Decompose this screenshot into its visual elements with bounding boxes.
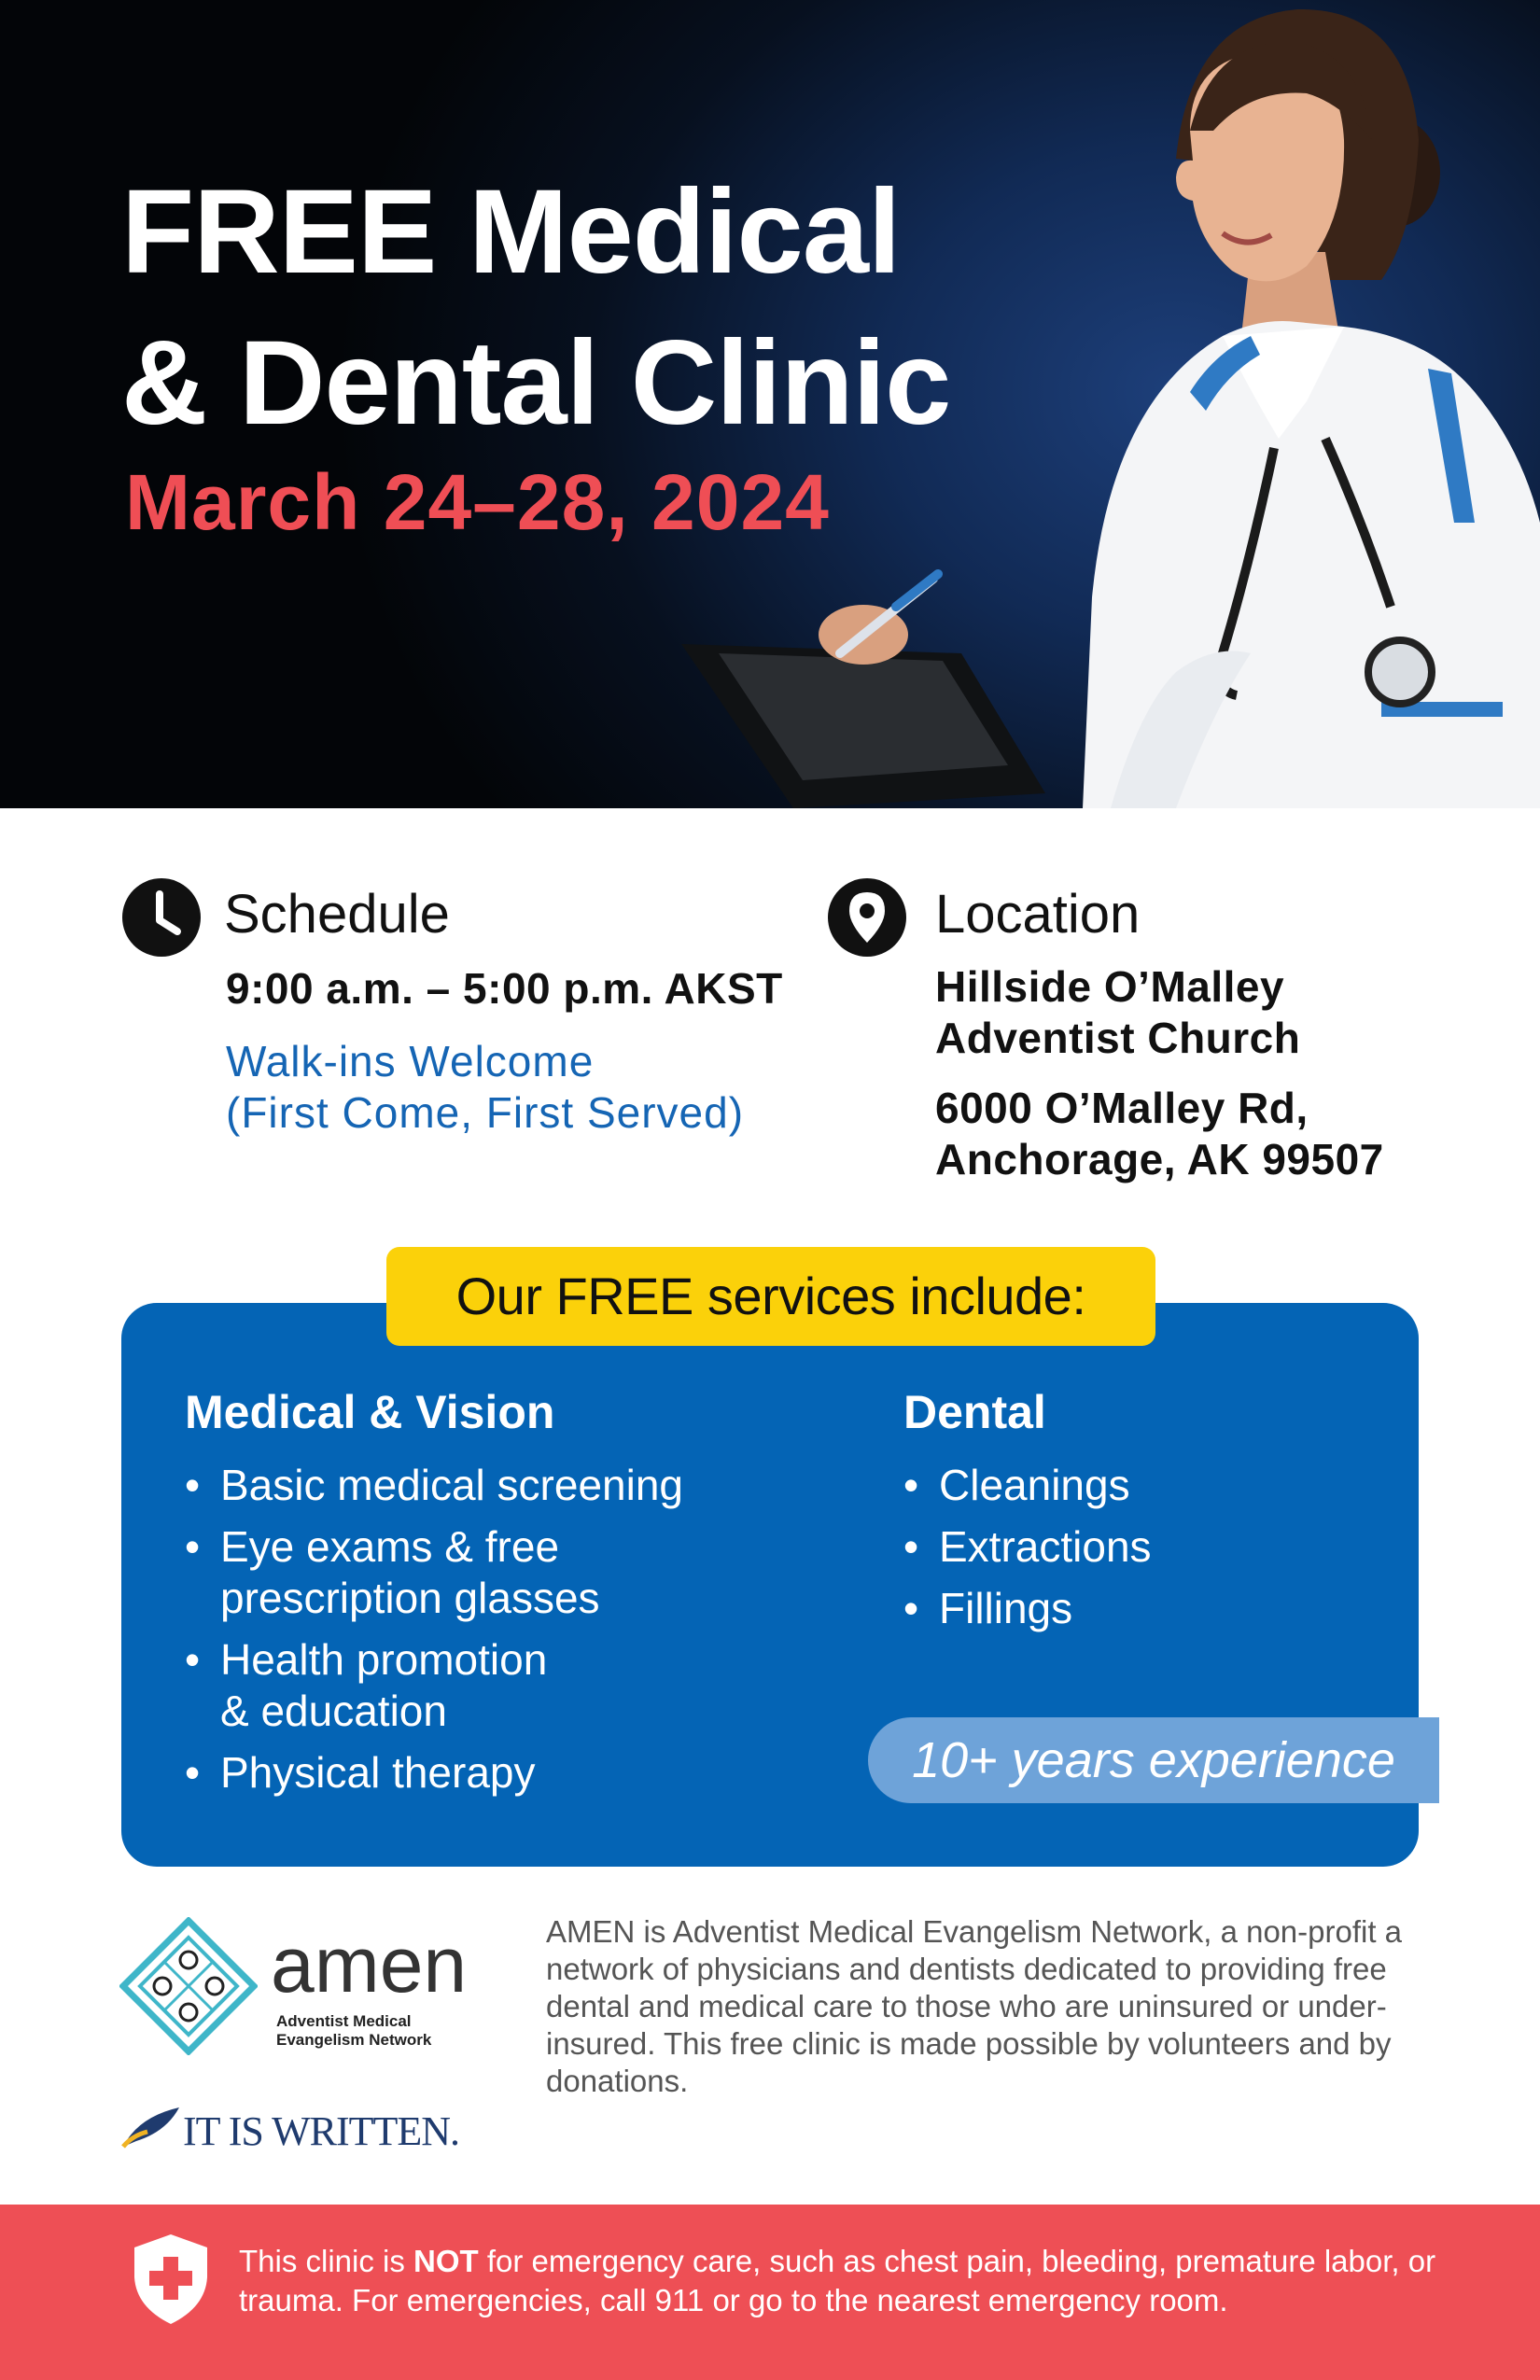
service-item: • Health promotion xyxy=(185,1635,548,1684)
walkins-line2: (First Come, First Served) xyxy=(226,1088,745,1137)
location-heading: Location xyxy=(935,884,1141,945)
amen-subtitle-line1: Adventist Medical xyxy=(276,2012,412,2030)
address-line1: 6000 O’Malley Rd, xyxy=(935,1084,1309,1132)
bullet: • xyxy=(903,1461,919,1509)
service-item-continued: prescription glasses xyxy=(220,1574,600,1622)
clinic-title xyxy=(121,157,950,459)
bullet: • xyxy=(185,1748,201,1797)
emergency-notice-not: NOT xyxy=(413,2244,479,2278)
church-name-line2: Adventist Church xyxy=(935,1014,1301,1062)
amen-wordmark: amen xyxy=(271,1921,468,2009)
dental-title: Dental xyxy=(903,1386,1046,1438)
clinic-title-line1: FREE Medical xyxy=(121,165,901,299)
services-tag: Our FREE services include: xyxy=(386,1247,1155,1346)
emergency-notice-post: for emergency care, such as chest pain, bleeding, premature labor, or trauma. For emergencies, call 911 or go to the nearest emergency room. xyxy=(239,2244,1436,2317)
it-is-written-logo: IT IS WRITTEN. xyxy=(183,2108,459,2154)
shield-cross-icon xyxy=(131,2233,211,2326)
bullet: • xyxy=(185,1461,201,1509)
bullet: • xyxy=(185,1635,201,1684)
service-item: • Extractions xyxy=(903,1522,1152,1571)
hero-banner xyxy=(0,0,1540,808)
service-item: • Fillings xyxy=(903,1584,1073,1632)
bullet: • xyxy=(185,1522,201,1571)
service-item: • Physical therapy xyxy=(185,1748,536,1797)
emergency-notice xyxy=(239,2242,1490,2320)
service-item: • Basic medical screening xyxy=(185,1461,684,1509)
service-item-continued: & education xyxy=(220,1687,447,1735)
clinic-date: March 24–28, 2024 xyxy=(125,458,830,546)
about-text: AMEN is Adventist Medical Evangelism Network, a non-profit a network of physicians and dentists dedicated to providing free dental and medical care to those who are uninsured or under-insured. This free clinic is made possible by volunteers and by donations. xyxy=(546,1914,1403,2098)
schedule-hours: 9:00 a.m. – 5:00 p.m. AKST xyxy=(226,964,783,1013)
medical-vision-title: Medical & Vision xyxy=(185,1386,555,1438)
feather-icon xyxy=(119,2104,183,2150)
clinic-title-line2: & Dental Clinic xyxy=(121,316,951,450)
service-item: • Eye exams & free xyxy=(185,1522,560,1571)
service-item: • Cleanings xyxy=(903,1461,1130,1509)
bullet: • xyxy=(903,1584,919,1632)
clock-icon xyxy=(121,877,202,958)
church-name-line1: Hillside O’Malley xyxy=(935,962,1285,1011)
bullet: • xyxy=(903,1522,919,1571)
location-pin-icon xyxy=(827,877,907,958)
schedule-heading: Schedule xyxy=(224,884,450,945)
address-line2: Anchorage, AK 99507 xyxy=(935,1135,1384,1183)
walkins-line1: Walk-ins Welcome xyxy=(226,1037,595,1085)
amen-logo-icon xyxy=(119,1917,258,2055)
amen-subtitle-line2: Evangelism Network xyxy=(276,2031,432,2049)
emergency-notice-pre: This clinic is xyxy=(239,2244,414,2278)
experience-badge: 10+ years experience xyxy=(868,1717,1439,1803)
